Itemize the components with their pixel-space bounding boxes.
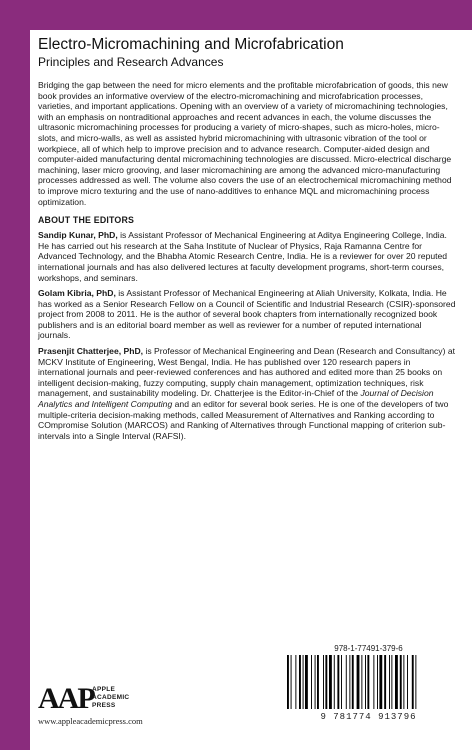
publisher-name-line: APPLE (92, 686, 116, 693)
publisher-logo-mark: AAP (38, 682, 94, 715)
about-editors-heading: ABOUT THE EDITORS (38, 215, 135, 226)
left-color-band (0, 0, 30, 750)
editor-bio (38, 230, 456, 283)
top-color-band (0, 0, 472, 30)
barcode-digits: 9 781774 913796 (320, 712, 417, 722)
book-title: Electro-Micromachining and Microfabrication (38, 36, 344, 53)
publisher-name (92, 686, 129, 710)
isbn-number: 978-1-77491-379-6 (334, 644, 403, 653)
publisher-website: www.appleacademicpress.com (38, 716, 143, 726)
journal-title: Journal of Decision Analytics and Intelligent Computing (38, 388, 434, 410)
book-description: Bridging the gap between the need for micro elements and the profitable microfabrication of goods, this new book provides an informative overview of the electro-micromachining and microfabrication processes, varieties, and important applications. Opening with an overview of a variety of micromachining technologies, with an emphasis on nontraditional approaches and recent advances in each, the volume discusses the ultrasonic micromachining processes for producing a variety of micro-shapes, such as micro-holes, micro-slots, and micro-walls, as well as assisted hybrid micromachining with ultrasonic vibration of the tool or workpiece, all of which help to improve precision and to advance research. Computer-aided design and computer-aided manufacturing dental micromachining technologies are discussed. Micro-electrical discharge machining, laser micro grooving, and laser micromachining are among the advanced micro-manufacturing processes addressed as well. The volume also covers the use of an electrochemical micromachining method to improve micro texturing and the use of nano-additives to enhance MQL and micromachining process optimization. (38, 80, 452, 207)
back-cover-content (38, 36, 456, 446)
editor-bio-text: is Assistant Professor of Mechanical Engineering at Aliah University, Kolkata, India. He has worked as a Senior Research Fellow on a Council of Scientific and Industrial Research (CSIR)-sponsored project from 2008 to 2011. He is the author of several book chapters from internationally recognized book publishers and is an editorial board member as well as reviewer for a number of reputed international journals. (38, 288, 456, 341)
barcode-icon (287, 655, 451, 709)
publisher-name-line: PRESS (92, 702, 116, 709)
editor-bio-text: is Professor of Mechanical Engineering and Dean (Research and Consultancy) at MCKV Institute of Engineering, West Bengal, India. He has published over 120 research papers in international journals and peer-reviewed conferences and has authored and edited more than 25 books on intelligent decision-making, fuzzy computing, supply chain management, optimization techniques, risk management, and sustainability modeling. Dr. Chatterjee is the Editor-in-Chief of the (38, 346, 456, 399)
cover-footer (38, 644, 456, 738)
editor-name: Golam Kibria, PhD, (38, 288, 116, 299)
editor-name: Sandip Kunar, PhD, (38, 230, 118, 241)
editor-bio (38, 346, 456, 441)
editor-bio (38, 288, 456, 341)
editor-bio-text: is Assistant Professor of Mechanical Engineering at Aditya Engineering College, India. He has carried out his research at the Saha Institute of Nuclear of Physics, Raja Ramanna Centre for Advanced Technology, and the Bhabha Atomic Research Centre, India. He is a reviewer for over 20 reputed international journals and has also delivered lectures at faculty development programs, short-term courses, workshops, and seminars. (38, 230, 448, 283)
book-subtitle: Principles and Research Advances (38, 55, 224, 69)
editor-bio-text: and an editor for several book series. He is one of the developers of two multiple-criteria decision-making methods, called Measurement of Alternatives and Ranking according to COmpromise Solution (MARCOS) and Ranking of Alternatives through Functional mapping of criterion sub-intervals into a Single Interval (RAFSI). (38, 399, 449, 441)
publisher-name-line: ACADEMIC (92, 694, 130, 701)
isbn-barcode-block (281, 644, 456, 732)
editor-name: Prasenjit Chatterjee, PhD, (38, 346, 144, 357)
